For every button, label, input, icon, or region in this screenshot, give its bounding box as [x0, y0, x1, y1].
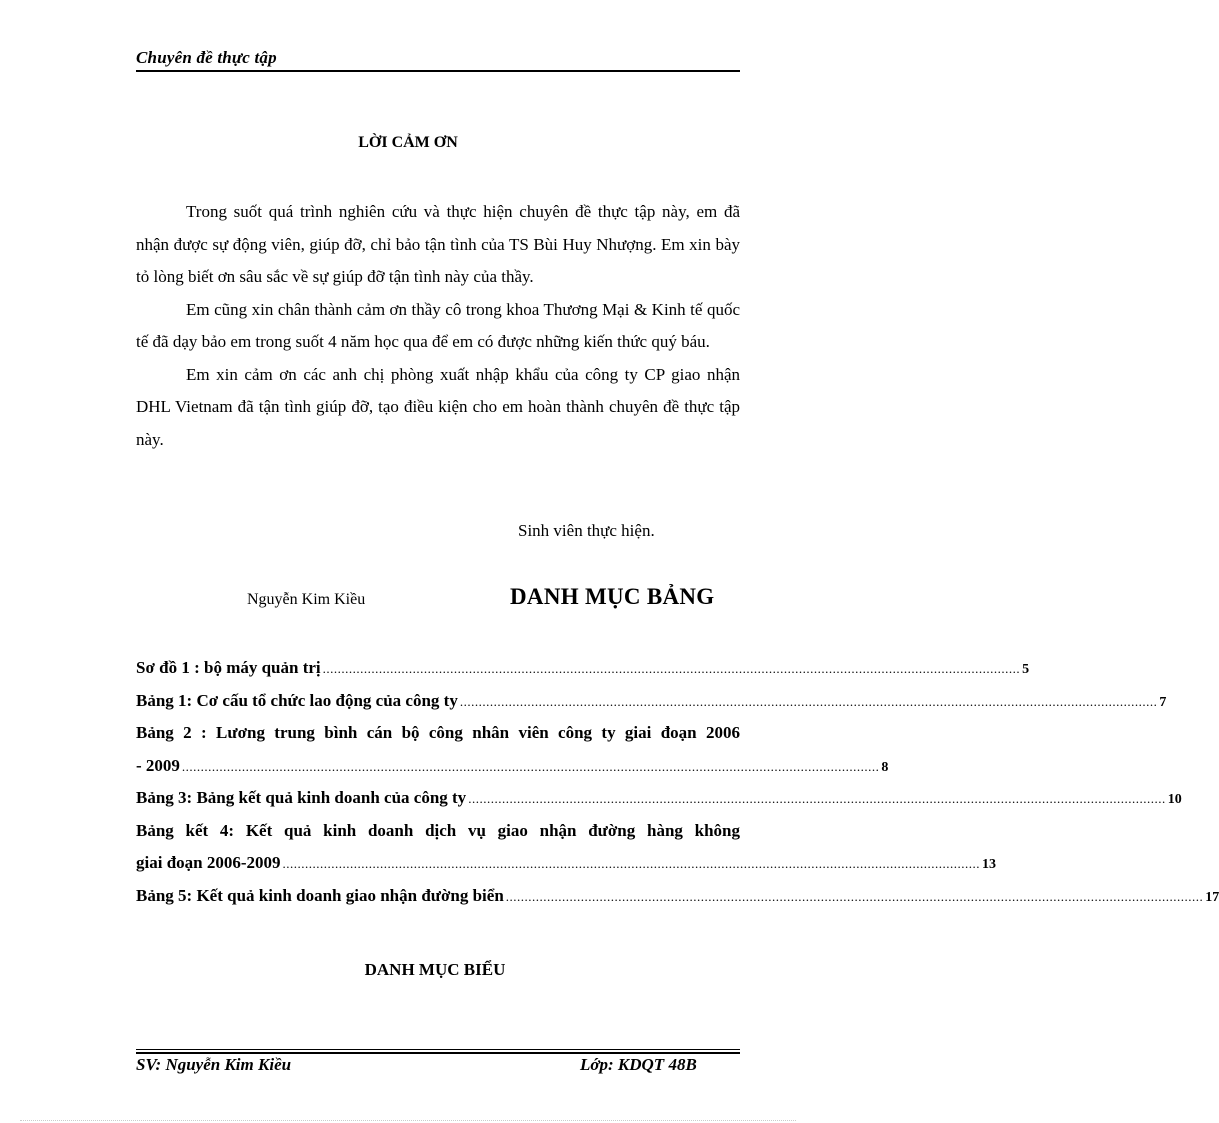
- toc-entry-page: 10: [1167, 792, 1182, 807]
- footer-class: Lớp: KDQT 48B: [580, 1055, 697, 1074]
- acknowledgement-title: LỜI CẢM ƠN: [358, 134, 458, 151]
- acknowledgement-paragraph: Em xin cảm ơn các anh chị phòng xuất nhập khẩu của công ty CP giao nhận DHL Vietnam đã tận tình giúp đỡ, tạo điều kiện cho em hoàn thành chuyên đề thực tập này.: [136, 364, 740, 449]
- footer-rule: [136, 1049, 740, 1050]
- toc-entry-page: 17: [1205, 889, 1219, 905]
- running-header: Chuyên đề thực tập: [136, 48, 277, 67]
- toc-entry-page: 5: [1022, 662, 1030, 677]
- acknowledgement-paragraph: Trong suốt quá trình nghiên cứu và thực hiện chuyên đề thực tập này, em đã nhận được sự động viên, giúp đỡ, chỉ bảo tận tình của TS Bùi Huy Nhượng. Em xin bày tỏ lòng biết ơn sâu sắc về sự giúp đỡ tận tình này của thầy.: [136, 202, 740, 286]
- toc-leader: ..........................................................................................................................................................................................: [282, 856, 981, 871]
- header-rule: [136, 70, 740, 72]
- charts-list-title: DANH MỤC BIỂU: [364, 960, 506, 979]
- toc-entry-text: giai đoạn 2006-2009: [136, 853, 281, 872]
- toc-entry-text: Sơ đồ 1 : bộ máy quản trị: [136, 658, 321, 677]
- toc-entry-first-line[interactable]: Bảng kết 4: Kết quả kinh doanh dịch vụ giao nhận đường hàng không: [136, 820, 740, 840]
- toc-entry[interactable]: [136, 685, 1167, 718]
- toc-entry-text: Bảng 5: Kết quả kinh doanh giao nhận đường biển: [136, 885, 504, 905]
- toc-entry[interactable]: [136, 782, 1182, 815]
- signoff: Sinh viên thực hiện.: [518, 521, 655, 540]
- toc-entry[interactable]: [136, 847, 997, 880]
- toc-leader: ..........................................................................................................................................................................................: [505, 888, 1204, 904]
- tables-list: [136, 652, 1219, 912]
- tables-list-title: DANH MỤC BẢNG: [510, 584, 715, 609]
- footer-student: SV: Nguyễn Kim Kiều: [136, 1055, 292, 1074]
- toc-entry[interactable]: [136, 750, 889, 783]
- toc-entry[interactable]: [136, 880, 1219, 913]
- acknowledgement-body: [136, 196, 740, 456]
- toc-entry-first-line[interactable]: Bảng 2 : Lương trung bình cán bộ công nhân viên công ty giai đoạn 2006: [136, 723, 740, 742]
- footer-rule: [136, 1052, 740, 1054]
- toc-entry-text: Bảng 1: Cơ cấu tổ chức lao động của công ty: [136, 690, 458, 710]
- toc-entry-text: - 2009: [136, 755, 180, 775]
- toc-leader: ..........................................................................................................................................................................................: [459, 693, 1158, 709]
- toc-leader: ..........................................................................................................................................................................................: [468, 791, 1166, 806]
- toc-entry-text: Bảng 3: Bảng kết quả kinh doanh của công ty: [136, 788, 467, 807]
- author-name: Nguyễn Kim Kiều: [247, 591, 366, 608]
- page-edge: [20, 1120, 796, 1121]
- toc-entry-page: 8: [881, 759, 889, 775]
- toc-entry[interactable]: [136, 652, 1030, 685]
- toc-entry-page: 13: [982, 857, 997, 872]
- toc-leader: ..........................................................................................................................................................................................: [181, 758, 880, 774]
- toc-leader: ..........................................................................................................................................................................................: [322, 661, 1021, 676]
- toc-entry-page: 7: [1159, 694, 1167, 710]
- acknowledgement-paragraph: Em cũng xin chân thành cảm ơn thầy cô trong khoa Thương Mại & Kinh tế quốc tế đã dạy bảo em trong suốt 4 năm học qua để em có được những kiến thức quý báu.: [136, 299, 740, 351]
